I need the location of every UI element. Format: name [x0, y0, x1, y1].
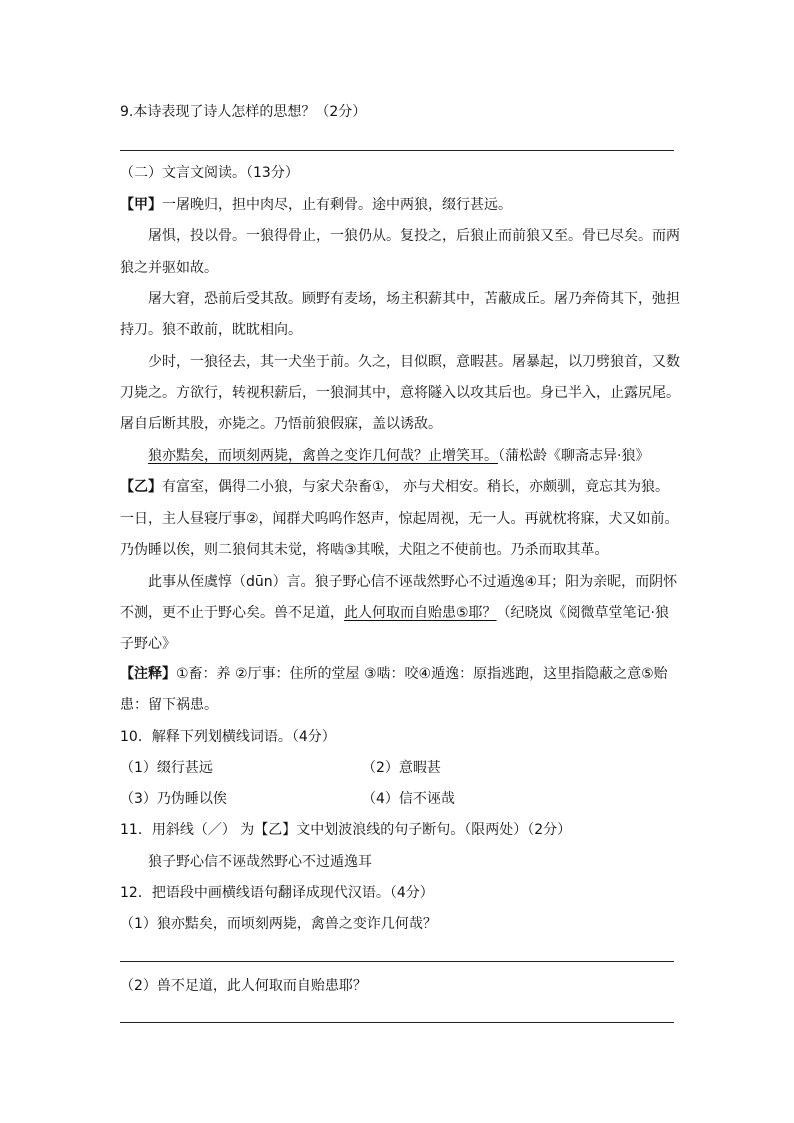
jia-p4-l3: 屠自后断其股，亦毙之。乃悟前狼假寐，盖以诱敌。	[120, 416, 442, 432]
section-title: （二）文言文阅读。（13分）	[120, 165, 299, 181]
q10-item2-wrap	[362, 758, 441, 778]
yi-l3: 乃伪睡以俟，则二狼伺其未觉，将啮③其喉，犬阻之不使前也。乃杀而取其革。	[120, 542, 609, 558]
jia-p3-l1: 屠大窘，恐前后受其敌。顾野有麦场，场主积薪其中，苫蔽成丘。屠乃奔倚其下，弛担	[148, 291, 680, 307]
jia-label: 【甲】	[120, 197, 162, 213]
yi-l5-a: 不测，更不止于野心矣。兽不足道，	[120, 605, 344, 621]
passage-jia-line	[120, 195, 512, 215]
yi-l2: 一日，主人昼寝厅事②，闻群犬呜呜作怒声，惊起周视，无一人。再就枕将寐，犬又如前。	[120, 511, 679, 527]
q10-item4-wrap	[362, 789, 455, 809]
q10-item1-num: （1）	[120, 760, 157, 776]
q10-item3: 乃伪睡以俟	[156, 791, 227, 807]
yi-l5-source: （纪晓岚《阅微草堂笔记·狼	[496, 605, 670, 621]
jia-p4-l1: 少时，一狼径去，其一犬坐于前。久之，目似瞑，意暇甚。屠暴起，以刀劈狼首，又数	[148, 354, 680, 370]
q10-item3-num: （3）	[120, 791, 157, 807]
q10-item4: 信不诬哉	[398, 791, 455, 807]
notes-l1	[120, 664, 668, 684]
answer-line	[120, 961, 674, 962]
q10-item2-num: （2）	[362, 760, 399, 776]
q10-item2: 意暇甚	[398, 760, 441, 776]
jia-p5-underlined: 狼亦黠矣，而顷刻两毙，禽兽之变诈几何哉？止增笑耳。	[148, 448, 498, 464]
q10-row1	[120, 758, 674, 778]
answer-line	[120, 1022, 674, 1023]
jia-p3-l2: 持刀。狼不敢前，眈眈相向。	[120, 322, 302, 338]
answer-line	[120, 150, 674, 151]
yi-l1-text: 有富室，偶得二小狼，与家犬杂畜①， 亦与犬相安。稍长，亦颇驯，竟忘其为狼。	[162, 479, 669, 495]
jia-p5	[148, 446, 649, 466]
notes-text: ①畜：养 ②厅事：住所的堂屋 ③啮：咬④遁逸：原指逃跑，这里指隐蔽之意⑤贻	[176, 666, 668, 682]
jia-p2-l1: 屠惧，投以骨。一狼得骨止，一狼仍从。复投之，后狼止而前狼又至。骨已尽矣。而两	[148, 228, 680, 244]
q10-item1: 缀行甚远	[156, 760, 213, 776]
yi-label: 【乙】	[120, 479, 162, 495]
notes-l2: 患：留下祸患。	[120, 697, 218, 713]
q10-item4-num: （4）	[362, 791, 399, 807]
question-10: 10．解释下列划横线词语。（4分）	[120, 729, 336, 745]
jia-p4-l2: 刀毙之。方欲行，转视积薪后，一狼洞其中，意将隧入以攻其后也。身已半入，止露尻尾。	[120, 385, 680, 401]
jia-p1: 一屠晚归，担中肉尽，止有剩骨。途中两狼，缀行甚远。	[162, 197, 512, 213]
q10-row2	[120, 789, 674, 809]
yi-l5	[120, 603, 669, 623]
notes-label: 【注释】	[120, 666, 176, 682]
q11-sentence: 狼子野心信不诬哉然野心不过遁逸耳	[148, 854, 372, 870]
yi-l4: 此事从侄虞惇（dūn）言。狼子野心信不诬哉然野心不过遁逸④耳；阳为亲昵，而阴怀	[148, 574, 678, 590]
question-11: 11．用斜线（／） 为【乙】文中划波浪线的句子断句。（限两处）（2分）	[120, 822, 572, 838]
yi-l6: 子野心》	[120, 636, 176, 652]
yi-l1	[120, 477, 669, 497]
jia-source: （蒲松龄《聊斋志异·狼》	[498, 448, 650, 464]
q12-item2: （2）兽不足道，此人何取而自贻患耶？	[120, 978, 367, 994]
q12-item1: （1）狼亦黠矣，而顷刻两毙，禽兽之变诈几何哉？	[120, 916, 437, 932]
question-9: 9.本诗表现了诗人怎样的思想？（2分）	[120, 104, 367, 120]
question-12: 12．把语段中画横线语句翻译成现代汉语。（4分）	[120, 885, 434, 901]
yi-l5-underlined: 此人何取而自贻患⑤耶？	[344, 605, 497, 621]
jia-p2-l2: 狼之并驱如故。	[120, 260, 218, 276]
